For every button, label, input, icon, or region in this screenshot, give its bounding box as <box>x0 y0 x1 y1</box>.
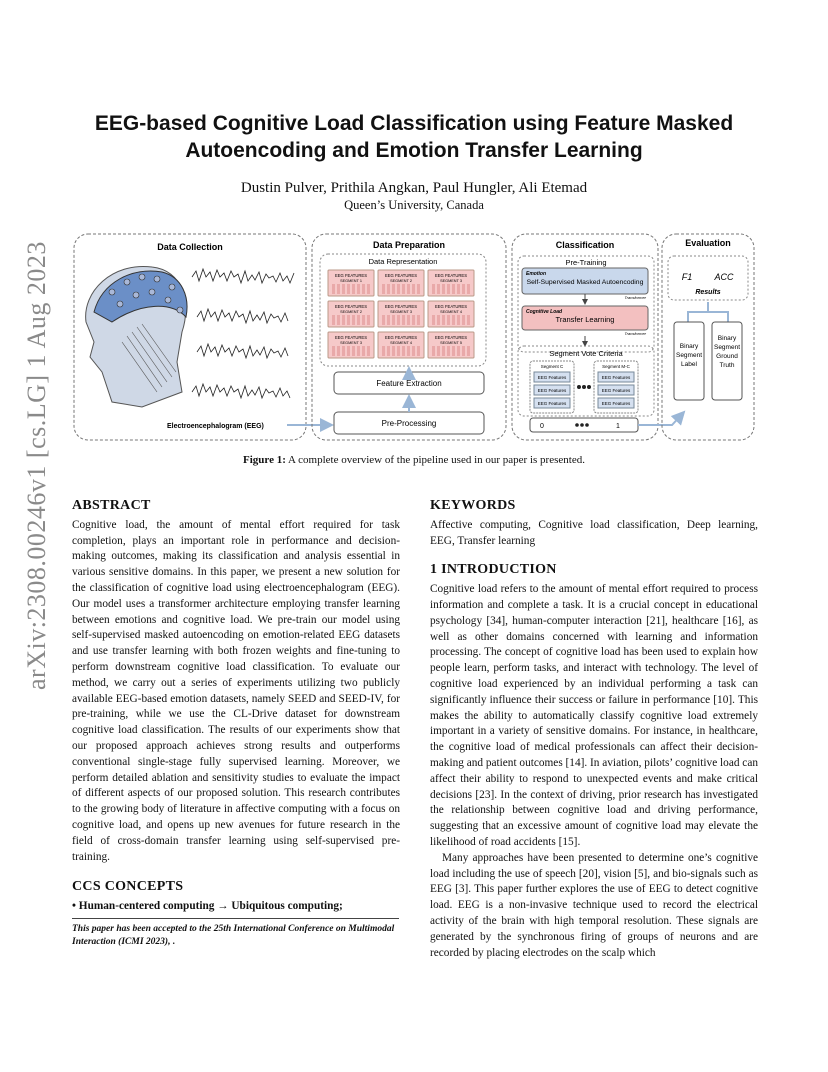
vote-feature-box <box>534 398 570 408</box>
segment-number: SEGMENT 3 <box>390 310 412 314</box>
affiliation: Queen’s University, Canada <box>344 198 484 212</box>
acc-label: ACC <box>714 272 734 282</box>
footnote: This paper has been accepted to the 25th International Conference on Multimodal Interaction (ICMI 2023), . <box>72 924 395 947</box>
head-illustration <box>86 266 187 407</box>
intro-heading: 1 INTRODUCTION <box>430 562 557 578</box>
keywords-text: Affective computing, Cognitive load classification, Deep learning, EEG, Transfer learning <box>430 518 758 547</box>
segment-grid <box>328 270 474 358</box>
segment-number: SEGMENT 2 <box>340 310 362 314</box>
segment-title: EEG FEATURES <box>334 304 368 309</box>
vote-feature-label: EEG Features <box>601 401 631 406</box>
vote-bar <box>530 418 638 432</box>
intro-paragraph-2: Many approaches have been presented to determine one’s cognitive load including the use of speech [20], vision [5], and bio-signals such as EEG [3]. This paper further explores the use of EEG to detect cognitive load. EEG is a non-invasive technique used to record the electrical activity of the brain with high temporal resolution. These signals are generated by the synchronous firing of groups of neurons and are recorded by placing electrodes on the scalp which <box>430 851 758 959</box>
segment-title: EEG FEATURES <box>384 335 418 340</box>
segment-title: EEG FEATURES <box>434 335 468 340</box>
f1-label: F1 <box>681 272 693 282</box>
evaluation-title: Evaluation <box>685 238 731 248</box>
segment-cell <box>378 270 424 296</box>
vote-feature-label: EEG Features <box>537 375 567 380</box>
abstract-heading: ABSTRACT <box>72 498 151 513</box>
ccs-heading: CCS CONCEPTS <box>72 879 184 895</box>
emotion-tag: Emotion <box>526 271 546 277</box>
segment-title: EEG FEATURES <box>384 304 418 309</box>
segment-cell <box>328 270 374 296</box>
vote-feature-box <box>598 372 634 382</box>
vote-feature-label: EEG Features <box>601 375 631 380</box>
vote-feature-label: EEG Features <box>537 388 567 393</box>
paper-title <box>80 110 748 164</box>
title-line-2: Autoencoding and Emotion Transfer Learning <box>185 139 643 162</box>
transfer-learning-label: Transfer Learning <box>555 315 615 324</box>
segment-cell <box>428 301 474 327</box>
binary-line: Binary <box>679 343 699 350</box>
vote-feature-label: EEG Features <box>601 388 631 393</box>
binary-truth-box <box>712 322 742 400</box>
segment-cell <box>378 301 424 327</box>
intro-paragraph-1: Cognitive load refers to the amount of mental effort required to process information and complete a task. It is a crucial concept in educational psychology [34], human-computer interaction [21], healthcare [16], as well as other domains concerned with learning and information processing. The concept of cognitive load has been used to explain how people learn, perform tasks, and interact with technology. The level of cognitive load experienced by an individual performing a task can significantly influence their success or failure in performance [10]. This makes the ability to automatically classify cognitive load extremely important in a variety of sensitive domains. For instance, in healthcare, the cognitive load of medical professionals can affect their decision-making and patient outcomes [14]. In aviation, pilots’ cognitive load can affect their ability to respond to unexpected events and make critical decisions [23]. In the context of driving, prior research has investigated the relationship between cognitive load and driving performance, suggesting that an excessive amount of cognitive load may elevate the likelihood of road accidents [15]. <box>430 583 758 848</box>
transformer-tag-1: Transformer <box>624 295 646 300</box>
keywords-heading: KEYWORDS <box>430 498 516 513</box>
figure-caption <box>72 454 756 466</box>
binary-line: Ground <box>716 353 738 360</box>
pipeline-figure <box>72 232 756 448</box>
vote-one: 1 <box>616 423 620 430</box>
eeg-label: Electroencephalogram (EEG) <box>167 423 264 430</box>
caption-label: Figure 1: <box>243 454 286 466</box>
arxiv-sidebar <box>16 241 64 690</box>
segment-number: SEGMENT 2 <box>390 279 412 283</box>
binary-line: Segment <box>675 352 703 359</box>
vote-feature-label: EEG Features <box>537 401 567 406</box>
footnote-rule <box>72 918 399 919</box>
vote-feature-box <box>534 385 570 395</box>
ellipsis-dots <box>577 385 591 389</box>
segment-title: EEG FEATURES <box>384 273 418 278</box>
pre-training-label: Pre-Training <box>565 258 607 267</box>
binary-line: Truth <box>719 362 735 369</box>
results-label: Results <box>695 289 721 296</box>
left-column <box>72 498 400 915</box>
segment-number: SEGMENT 3 <box>440 279 462 283</box>
arxiv-identifier: arXiv:2308.00246v1 [cs.LG] 1 Aug 2023 <box>22 241 51 690</box>
segment-cell <box>428 270 474 296</box>
segment-nc-label: Segment M-C <box>602 364 630 369</box>
vote-feature-box <box>598 398 634 408</box>
data-preparation-title: Data Preparation <box>372 240 446 250</box>
abstract-text: Cognitive load, the amount of mental effort required for task completion, plays an important role in performance and decision-making outcomes, making its classification and analysis essential in various sensitive domains. In this paper, we present a new solution for the classification of cognitive load using electroencephalogram (EEG). Our model uses a transformer architecture employing transfer learning between emotions and cognitive load. We pre-train our model using self-supervised masked autoencoding on emotion-related EEG datasets and use transfer learning with both frozen weights and fine-tuning to perform downstream cognitive load classification. To evaluate our method, we carry out a series of experiments utilizing two publicly available EEG-based emotion datasets, namely SEED and SEED-IV, for pre-training, while we use the CL-Drive dataset for downstream cognitive load classification. The results of our experiments show that our proposed approach achieves strong results and outperforms conventional single-stage fully supervised learning. Moreover, we perform detailed ablation and sensitivity studies to evaluate the impact of different aspects of our proposed solution. This research contributes to the growing body of literature in affective computing with a focus on cognitive load, and opens up new avenues for future research in the field of cross-domain transfer learning using self-supervised pre-training. <box>72 518 400 863</box>
data-representation-label: Data Representation <box>368 257 438 266</box>
segment-c-label: Segment C <box>540 364 564 369</box>
ccs-text: • Human-centered computing → Ubiquitous computing; <box>72 900 343 913</box>
title-line-1: EEG-based Cognitive Load Classification using Feature Masked <box>94 112 734 135</box>
segment-cell <box>378 332 424 358</box>
segment-number: SEGMENT 4 <box>390 341 412 345</box>
segment-number: SEGMENT 5 <box>440 341 462 345</box>
binary-line: Label <box>681 361 697 368</box>
segment-cell <box>328 332 374 358</box>
vote-feature-box <box>534 372 570 382</box>
eeg-waves <box>192 269 294 398</box>
segment-number: SEGMENT 1 <box>340 279 362 283</box>
segment-title: EEG FEATURES <box>434 304 468 309</box>
caption-text: A complete overview of the pipeline used in our paper is presented. <box>285 454 585 466</box>
classification-title: Classification <box>555 240 615 250</box>
cognitive-load-tag: Cognitive Load <box>526 309 563 315</box>
feature-extraction-label: Feature Extraction <box>376 379 442 388</box>
segment-title: EEG FEATURES <box>334 335 368 340</box>
segment-vote-label: Segment Vote Criteria <box>549 349 623 358</box>
vote-features <box>534 372 634 408</box>
binary-line: Binary <box>717 335 737 342</box>
pre-processing-label: Pre-Processing <box>381 419 437 428</box>
transformer-tag-2: Transformer <box>624 331 646 336</box>
vote-feature-box <box>598 385 634 395</box>
segment-title: EEG FEATURES <box>334 273 368 278</box>
segment-title: EEG FEATURES <box>434 273 468 278</box>
ssma-label: Self-Supervised Masked Autoencoding <box>526 279 644 286</box>
segment-number: SEGMENT 4 <box>440 310 462 314</box>
binary-line: Segment <box>713 344 741 351</box>
segment-number: SEGMENT 3 <box>340 341 362 345</box>
authors: Dustin Pulver, Prithila Angkan, Paul Hungler, Ali Etemad <box>240 180 588 196</box>
segment-cell <box>328 301 374 327</box>
segment-cell <box>428 332 474 358</box>
right-column <box>430 498 758 961</box>
data-collection-title: Data Collection <box>157 242 223 252</box>
vote-zero: 0 <box>540 423 544 430</box>
